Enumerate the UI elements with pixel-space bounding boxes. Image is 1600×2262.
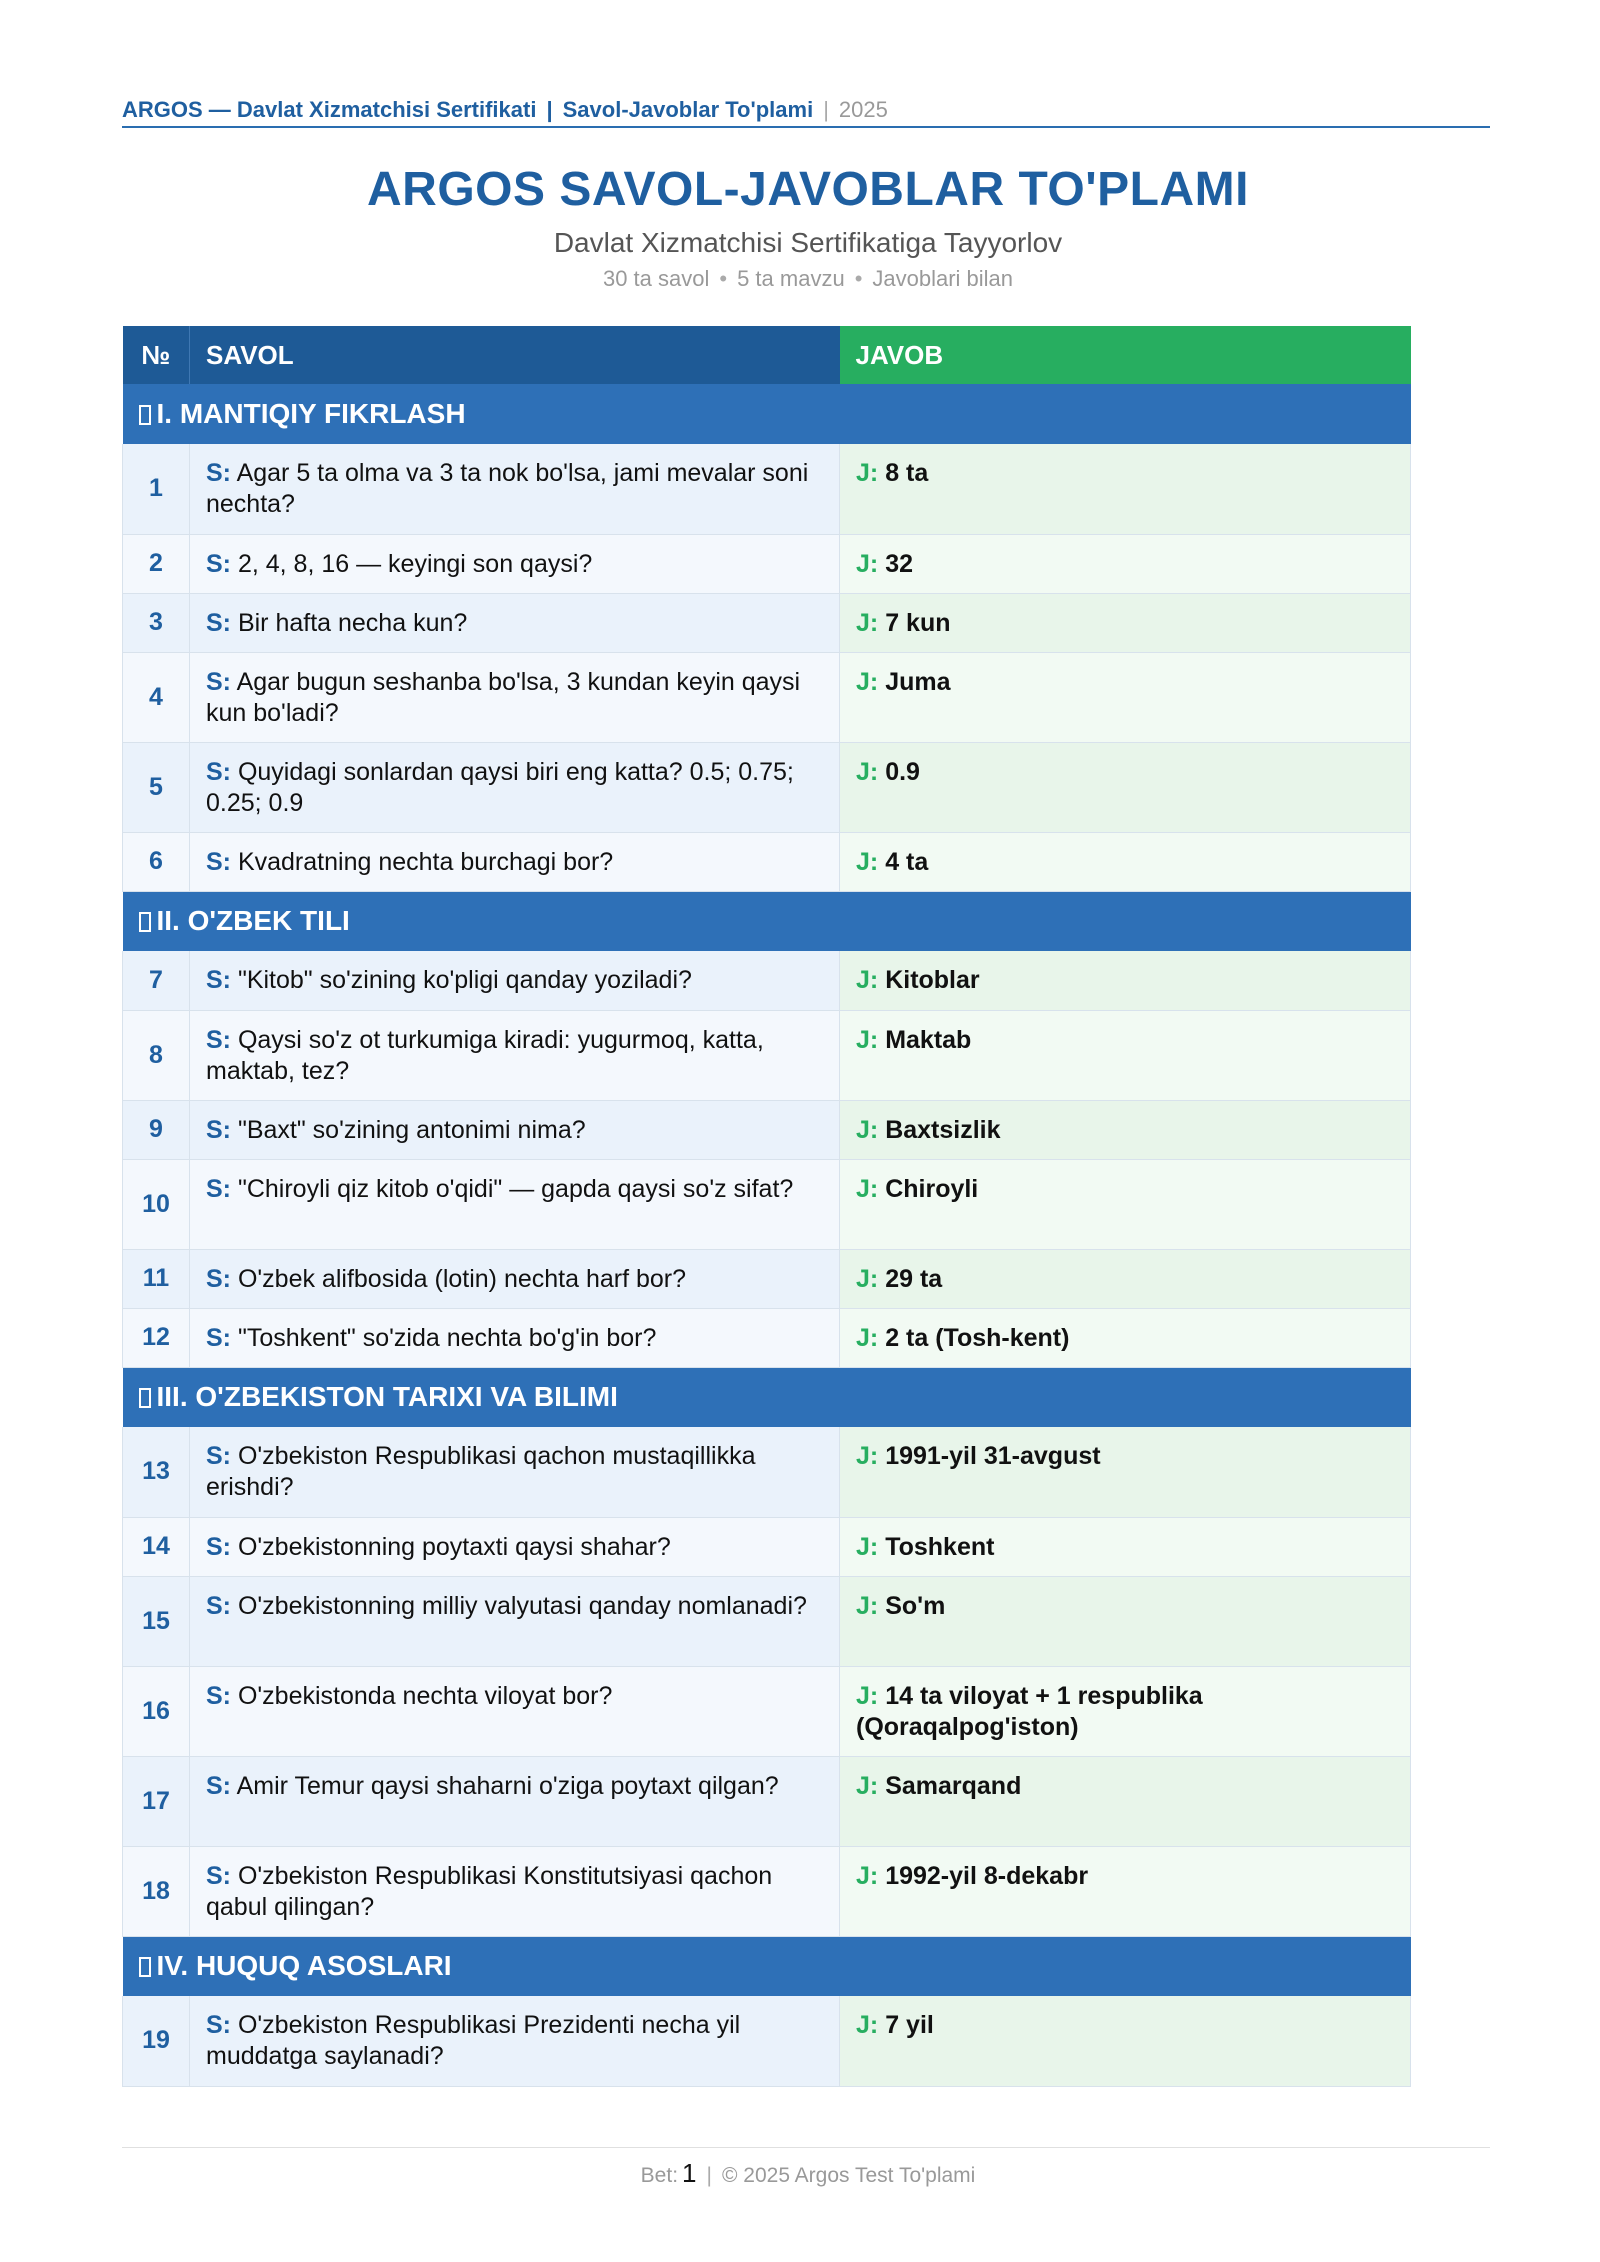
table-row xyxy=(123,1666,1411,1756)
question-cell xyxy=(190,1249,840,1308)
answer-text: 0.9 xyxy=(885,757,920,786)
section-title: II. O'ZBEK TILI xyxy=(156,905,350,937)
table-row xyxy=(123,1756,1411,1846)
answer-text: Juma xyxy=(885,667,951,696)
table-row xyxy=(123,1308,1411,1367)
question-text: Agar 5 ta olma va 3 ta nok bo'lsa, jami mevalar soni nechta? xyxy=(206,459,809,518)
question-text: O'zbek alifbosida (lotin) nechta harf bor? xyxy=(237,1264,687,1293)
answer-cell xyxy=(840,951,1411,1010)
section-title: III. O'ZBEKISTON TARIXI VA BILIMI xyxy=(156,1381,618,1413)
answer-prefix: J: xyxy=(856,549,879,578)
question-text: O'zbekiston Respublikasi Prezidenti necha yil muddatga saylanadi? xyxy=(206,2011,741,2070)
answer-prefix: J: xyxy=(856,1861,879,1890)
answer-cell xyxy=(840,593,1411,652)
question-prefix: S: xyxy=(206,1771,231,1800)
footer-divider xyxy=(122,2147,1490,2148)
table-row xyxy=(123,1159,1411,1249)
question-cell xyxy=(190,951,840,1010)
answer-prefix: J: xyxy=(856,1681,879,1710)
column-header-number: № xyxy=(123,326,190,384)
question-cell xyxy=(190,1517,840,1576)
row-number: 17 xyxy=(123,1756,190,1846)
question-cell xyxy=(190,444,840,534)
question-prefix: S: xyxy=(206,966,231,994)
section-icon xyxy=(139,405,151,425)
answer-prefix: J: xyxy=(856,1532,879,1561)
question-text: Qaysi so'z ot turkumiga kiradi: yugurmoq, katta, maktab, tez? xyxy=(206,1025,764,1085)
table-row xyxy=(123,593,1411,652)
answer-cell xyxy=(840,1249,1411,1308)
answer-cell xyxy=(840,652,1411,742)
row-number: 15 xyxy=(123,1576,190,1666)
table-row xyxy=(123,1846,1411,1936)
question-cell xyxy=(190,1308,840,1367)
meta-dot: • xyxy=(719,266,728,291)
question-cell xyxy=(190,652,840,742)
meta-dot: • xyxy=(854,266,863,291)
answer-text: So'm xyxy=(885,1591,946,1620)
question-text: "Baxt" so'zining antonimi nima? xyxy=(237,1115,586,1144)
answer-text: Kitoblar xyxy=(885,966,980,994)
question-prefix: S: xyxy=(206,1532,231,1561)
answer-cell xyxy=(840,1159,1411,1249)
question-cell xyxy=(190,593,840,652)
qa-table-body xyxy=(123,384,1411,2086)
table-row xyxy=(123,951,1411,1010)
question-text: Kvadratning nechta burchagi bor? xyxy=(237,847,614,876)
footer-separator: | xyxy=(706,2164,712,2187)
question-text: Amir Temur qaysi shaharni o'ziga poytaxt qilgan? xyxy=(236,1771,779,1800)
answer-cell xyxy=(840,1666,1411,1756)
header-section: Savol-Javoblar To'plami xyxy=(562,97,814,122)
section-icon xyxy=(139,912,151,932)
answer-text: 7 kun xyxy=(885,608,951,637)
row-number: 14 xyxy=(123,1517,190,1576)
question-prefix: S: xyxy=(206,2011,231,2039)
row-number: 6 xyxy=(123,832,190,891)
section-header-row xyxy=(123,1367,1411,1427)
answer-text: 1991-yil 31-avgust xyxy=(885,1442,1101,1470)
answer-prefix: J: xyxy=(856,1771,879,1800)
answer-cell xyxy=(840,1996,1411,2086)
answer-prefix: J: xyxy=(856,1174,879,1203)
section-title-cell xyxy=(123,1936,1411,1996)
section-icon xyxy=(139,1388,151,1408)
section-title-cell xyxy=(123,891,1411,951)
question-text: "Kitob" so'zining ko'pligi qanday yoziladi? xyxy=(237,966,692,994)
answer-cell xyxy=(840,1846,1411,1936)
answer-text: 7 yil xyxy=(885,2011,934,2039)
question-prefix: S: xyxy=(206,1591,231,1620)
question-text: O'zbekistonning milliy valyutasi qanday nomlanadi? xyxy=(237,1591,807,1620)
table-row xyxy=(123,832,1411,891)
question-prefix: S: xyxy=(206,757,231,786)
table-row xyxy=(123,1576,1411,1666)
table-row xyxy=(123,1100,1411,1159)
answer-prefix: J: xyxy=(856,1442,879,1470)
row-number: 16 xyxy=(123,1666,190,1756)
answer-prefix: J: xyxy=(856,847,879,876)
answer-cell xyxy=(840,1427,1411,1517)
question-cell xyxy=(190,1756,840,1846)
answer-text: 8 ta xyxy=(885,459,929,487)
section-header-row xyxy=(123,891,1411,951)
table-row xyxy=(123,1996,1411,2086)
row-number: 18 xyxy=(123,1846,190,1936)
question-text: O'zbekistonning poytaxti qaysi shahar? xyxy=(237,1532,671,1561)
table-row xyxy=(123,1249,1411,1308)
table-row xyxy=(123,1010,1411,1100)
question-text: 2, 4, 8, 16 — keyingi son qaysi? xyxy=(237,549,593,578)
question-text: "Toshkent" so'zida nechta bo'g'in bor? xyxy=(237,1323,657,1352)
page-footer xyxy=(0,2158,1600,2189)
question-text: "Chiroyli qiz kitob o'qidi" — gapda qaysi so'z sifat? xyxy=(237,1174,794,1203)
answer-prefix: J: xyxy=(856,459,879,487)
question-prefix: S: xyxy=(206,1681,231,1710)
section-header-row xyxy=(123,384,1411,444)
table-row xyxy=(123,534,1411,593)
answer-text: 1992-yil 8-dekabr xyxy=(885,1861,1089,1890)
answer-cell xyxy=(840,1756,1411,1846)
table-row xyxy=(123,742,1411,832)
question-cell xyxy=(190,1576,840,1666)
section-header-row xyxy=(123,1936,1411,1996)
answer-cell xyxy=(840,1308,1411,1367)
table-row xyxy=(123,1427,1411,1517)
header-brand: ARGOS — Davlat Xizmatchisi Sertifikati xyxy=(122,97,537,122)
table-row xyxy=(123,444,1411,534)
answer-prefix: J: xyxy=(856,1025,879,1054)
row-number: 11 xyxy=(123,1249,190,1308)
meta-topics: 5 ta mavzu xyxy=(737,266,845,291)
answer-text: Maktab xyxy=(885,1025,972,1054)
question-cell xyxy=(190,1427,840,1517)
row-number: 4 xyxy=(123,652,190,742)
answer-text: Baxtsizlik xyxy=(885,1115,1001,1144)
answer-text: 2 ta (Tosh-kent) xyxy=(885,1323,1070,1352)
question-cell xyxy=(190,832,840,891)
question-prefix: S: xyxy=(206,549,231,578)
table-row xyxy=(123,652,1411,742)
answer-prefix: J: xyxy=(856,1264,879,1293)
answer-text: 14 ta viloyat + 1 respublika (Qoraqalpog'iston) xyxy=(856,1681,1203,1741)
row-number: 19 xyxy=(123,1996,190,2086)
question-text: Bir hafta necha kun? xyxy=(237,608,468,637)
question-cell xyxy=(190,1996,840,2086)
question-cell xyxy=(190,1100,840,1159)
row-number: 9 xyxy=(123,1100,190,1159)
row-number: 1 xyxy=(123,444,190,534)
answer-prefix: J: xyxy=(856,608,879,637)
answer-prefix: J: xyxy=(856,667,879,696)
answer-text: Toshkent xyxy=(885,1532,995,1561)
answer-text: 29 ta xyxy=(885,1264,943,1293)
answer-prefix: J: xyxy=(856,966,879,994)
row-number: 13 xyxy=(123,1427,190,1517)
answer-cell xyxy=(840,832,1411,891)
answer-prefix: J: xyxy=(856,757,879,786)
question-cell xyxy=(190,742,840,832)
question-text: Quyidagi sonlardan qaysi biri eng katta? 0.5; 0.75; 0.25; 0.9 xyxy=(206,757,794,817)
column-header-question: SAVOL xyxy=(190,326,840,384)
row-number: 5 xyxy=(123,742,190,832)
question-prefix: S: xyxy=(206,608,231,637)
row-number: 3 xyxy=(123,593,190,652)
question-cell xyxy=(190,1159,840,1249)
question-prefix: S: xyxy=(206,1442,231,1470)
header-separator-2: | xyxy=(823,97,829,122)
question-text: O'zbekiston Respublikasi qachon mustaqillikka erishdi? xyxy=(206,1442,756,1501)
row-number: 7 xyxy=(123,951,190,1010)
question-cell xyxy=(190,1666,840,1756)
answer-cell xyxy=(840,1100,1411,1159)
section-title-cell xyxy=(123,384,1411,444)
table-header xyxy=(123,326,1411,384)
question-prefix: S: xyxy=(206,1861,231,1890)
question-prefix: S: xyxy=(206,667,231,696)
question-cell xyxy=(190,534,840,593)
footer-copyright: © 2025 Argos Test To'plami xyxy=(721,2164,976,2187)
section-icon xyxy=(139,1957,151,1977)
page-meta xyxy=(0,266,1600,292)
question-prefix: S: xyxy=(206,1115,231,1144)
answer-prefix: J: xyxy=(856,1591,879,1620)
page-subtitle: Davlat Xizmatchisi Sertifikatiga Tayyorlov xyxy=(553,227,1063,258)
table-row xyxy=(123,1517,1411,1576)
running-header xyxy=(122,96,1490,128)
question-cell xyxy=(190,1010,840,1100)
question-prefix: S: xyxy=(206,1174,231,1203)
answer-cell xyxy=(840,444,1411,534)
answer-cell xyxy=(840,1010,1411,1100)
section-title: IV. HUQUQ ASOSLARI xyxy=(156,1950,452,1982)
meta-note: Javoblari bilan xyxy=(872,266,1014,291)
answer-cell xyxy=(840,534,1411,593)
question-cell xyxy=(190,1846,840,1936)
section-title-cell xyxy=(123,1367,1411,1427)
row-number: 2 xyxy=(123,534,190,593)
row-number: 12 xyxy=(123,1308,190,1367)
answer-text: Chiroyli xyxy=(885,1174,979,1203)
question-prefix: S: xyxy=(206,459,231,487)
meta-count: 30 ta savol xyxy=(602,266,710,291)
answer-prefix: J: xyxy=(856,1115,879,1144)
section-title: I. MANTIQIY FIKRLASH xyxy=(156,398,466,429)
column-header-answer: JAVOB xyxy=(840,326,1411,384)
answer-prefix: J: xyxy=(856,2011,879,2039)
footer-page-label: Bet: xyxy=(640,2164,679,2187)
question-prefix: S: xyxy=(206,1323,231,1352)
answer-cell xyxy=(840,1576,1411,1666)
answer-cell xyxy=(840,1517,1411,1576)
qa-table xyxy=(122,326,1411,2087)
question-text: Agar bugun seshanba bo'lsa, 3 kundan keyin qaysi kun bo'ladi? xyxy=(206,667,801,727)
answer-text: Samarqand xyxy=(885,1771,1022,1800)
page-title: ARGOS SAVOL-JAVOBLAR TO'PLAMI xyxy=(367,163,1249,216)
answer-cell xyxy=(840,742,1411,832)
answer-text: 32 xyxy=(885,549,913,578)
question-prefix: S: xyxy=(206,1025,231,1054)
question-prefix: S: xyxy=(206,847,231,876)
footer-page-number: 1 xyxy=(682,2158,697,2188)
question-text: O'zbekistonda nechta viloyat bor? xyxy=(237,1681,613,1710)
header-year: 2025 xyxy=(838,97,888,122)
question-text: O'zbekiston Respublikasi Konstitutsiyasi qachon qabul qilingan? xyxy=(206,1861,773,1921)
header-separator: | xyxy=(546,97,553,122)
answer-text: 4 ta xyxy=(885,847,929,876)
question-prefix: S: xyxy=(206,1264,231,1293)
row-number: 8 xyxy=(123,1010,190,1100)
answer-prefix: J: xyxy=(856,1323,879,1352)
row-number: 10 xyxy=(123,1159,190,1249)
